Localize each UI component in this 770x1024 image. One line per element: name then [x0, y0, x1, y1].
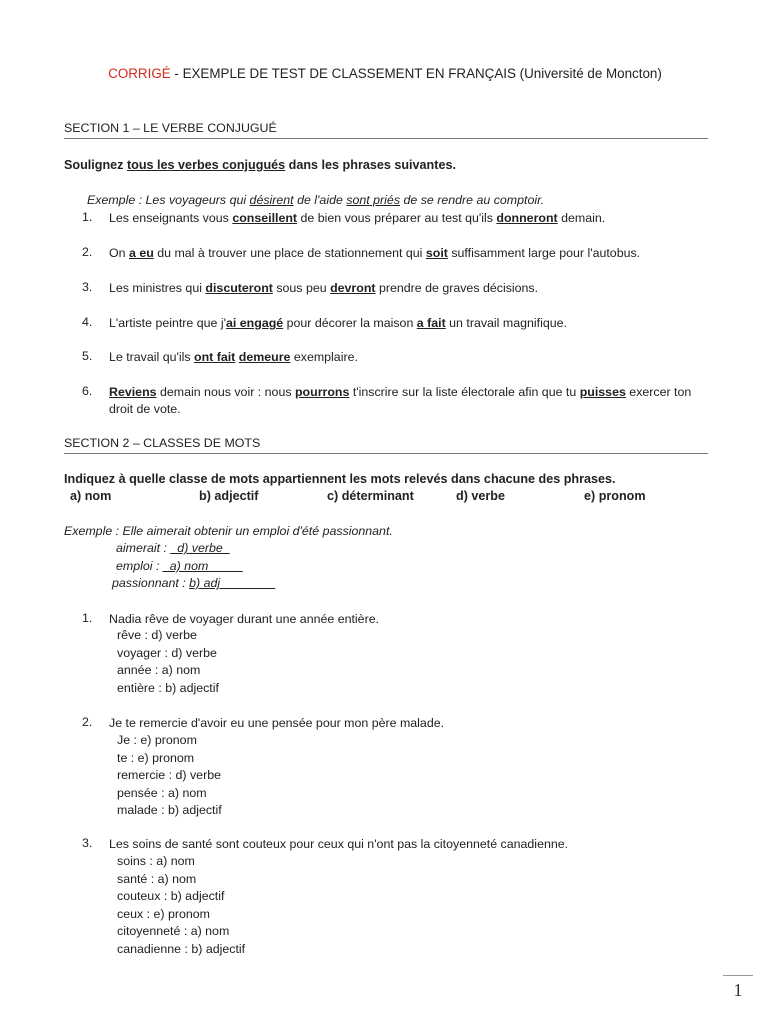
example-text: Exemple : Les voyageurs qui	[87, 193, 250, 207]
answers-1	[117, 627, 219, 697]
answers-2	[117, 732, 222, 820]
sentence-text: L'artiste peintre que j'	[109, 316, 227, 330]
sentence-3	[109, 280, 699, 297]
verb: Reviens	[109, 385, 157, 399]
sentence-text: demain.	[557, 211, 606, 225]
instr-text: Soulignez	[64, 158, 127, 172]
sentence-text: Les enseignants vous	[109, 211, 233, 225]
section-2-heading: SECTION 2 – CLASSES DE MOTS	[64, 436, 708, 454]
item-number: 3.	[82, 280, 93, 294]
sentence-2	[109, 245, 699, 262]
item-number: 4.	[82, 315, 93, 329]
class-sentence-2: Je te remercie d'avoir eu une pensée pour mon père malade.	[109, 716, 445, 730]
sentence-text: du mal à trouver une place de stationnement qui	[153, 246, 426, 260]
example-class: _a) nom_____	[162, 559, 243, 573]
sentence-1	[109, 210, 699, 227]
verb: discuteront	[205, 281, 273, 295]
section-1-instructions	[64, 158, 456, 172]
item-number: 6.	[82, 384, 93, 398]
verb: demeure	[238, 350, 291, 364]
answer-line: canadienne : b) adjectif	[117, 941, 246, 956]
item-number: 3.	[82, 836, 93, 850]
item-number: 1.	[82, 210, 93, 224]
verb: soit	[425, 246, 448, 260]
sentence-6	[109, 384, 699, 418]
example-text: de l'aide	[293, 193, 347, 207]
item-number: 2.	[82, 245, 93, 259]
sentence-text: demain nous voir : nous	[156, 385, 295, 399]
example-word: emploi :	[116, 559, 163, 573]
item-number: 2.	[82, 715, 93, 729]
example-verb: sont priés	[346, 193, 401, 207]
answer-line: voyager : d) verbe	[117, 645, 217, 660]
title-text: - EXEMPLE DE TEST DE CLASSEMENT EN FRANÇAIS (Université de Moncton)	[170, 66, 662, 81]
verb: conseillent	[232, 211, 298, 225]
section-2-example-sentence: Exemple : Elle aimerait obtenir un emploi d'été passionnant.	[64, 524, 393, 538]
verb: ai engagé	[226, 316, 284, 330]
sentence-text: prendre de graves décisions.	[375, 281, 539, 295]
class-sentence-1: Nadia rêve de voyager durant une année entière.	[109, 612, 380, 626]
example-word: aimerait :	[116, 541, 171, 555]
section-1-heading: SECTION 1 – LE VERBE CONJUGUÉ	[64, 121, 708, 139]
page-number-box	[723, 975, 753, 1008]
class-adjectif: b) adjectif	[199, 489, 259, 503]
sentence-text: t'inscrire sur la liste électorale afin que tu	[349, 385, 580, 399]
answer-line: malade : b) adjectif	[117, 803, 222, 817]
sentence-text: de bien vous préparer au test qu'ils	[297, 211, 497, 225]
section-2-instructions: Indiquez à quelle classe de mots appartiennent les mots relevés dans chacune des phrases.	[64, 472, 616, 486]
example-word: passionnant :	[112, 576, 190, 590]
answer-line: année : a) nom	[117, 663, 201, 677]
verb: donneront	[496, 211, 558, 225]
class-pronom: e) pronom	[584, 489, 646, 503]
item-number: 1.	[82, 611, 93, 625]
instr-underlined: tous les verbes conjugués	[126, 158, 286, 172]
answer-line: citoyenneté : a) nom	[117, 924, 230, 938]
page-title	[0, 66, 770, 81]
sentence-5	[109, 349, 699, 366]
answer-line: santé : a) nom	[117, 871, 197, 886]
example-class: _d) verbe_	[170, 541, 230, 555]
sentence-text: un travail magnifique.	[445, 316, 567, 330]
verb: a eu	[128, 246, 154, 260]
verb: ont fait	[194, 350, 236, 364]
class-sentence-3: Les soins de santé sont couteux pour ceux qui n'ont pas la citoyenneté canadienne.	[109, 837, 569, 851]
sentence-text: On	[109, 246, 129, 260]
answers-3	[117, 853, 245, 958]
sentence-4	[109, 315, 699, 332]
example-answer	[116, 559, 243, 573]
sentence-text: Le travail qu'ils	[109, 350, 195, 364]
verb: a fait	[416, 316, 446, 330]
sentence-text: suffisamment large pour l'autobus.	[447, 246, 641, 260]
example-answer	[116, 541, 230, 555]
answer-line: te : e) pronom	[117, 750, 195, 765]
example-class: b) adj________	[189, 576, 276, 590]
answer-line: couteux : b) adjectif	[117, 889, 225, 903]
answer-line: remercie : d) verbe	[117, 768, 221, 782]
example-verb: désirent	[249, 193, 294, 207]
example-answer	[112, 576, 275, 590]
sentence-text: pour décorer la maison	[283, 316, 417, 330]
class-nom: a) nom	[70, 489, 112, 503]
verb: pourrons	[294, 385, 350, 399]
answer-line: Je : e) pronom	[117, 733, 197, 747]
instr-text: dans les phrases suivantes.	[285, 158, 456, 172]
answer-line: rêve : d) verbe	[117, 628, 197, 642]
sentence-text: sous peu	[272, 281, 331, 295]
answer-line: pensée : a) nom	[117, 785, 207, 800]
sentence-text: exemplaire.	[290, 350, 358, 364]
item-number: 5.	[82, 349, 93, 363]
section-1-example	[87, 193, 544, 207]
class-determinant: c) déterminant	[327, 489, 414, 503]
example-text: de se rendre au comptoir.	[400, 193, 545, 207]
answer-line: entière : b) adjectif	[117, 680, 219, 695]
class-verbe: d) verbe	[456, 489, 505, 503]
sentence-text: Les ministres qui	[109, 281, 206, 295]
page-number: 1	[733, 980, 743, 1000]
sentence-text: exercer ton droit de vote.	[109, 385, 692, 416]
answer-line: ceux : e) pronom	[117, 906, 210, 921]
answer-line: soins : a) nom	[117, 854, 195, 868]
verb: puisses	[579, 385, 626, 399]
title-corrige: CORRIGÉ	[108, 66, 171, 81]
verb: devront	[330, 281, 376, 295]
